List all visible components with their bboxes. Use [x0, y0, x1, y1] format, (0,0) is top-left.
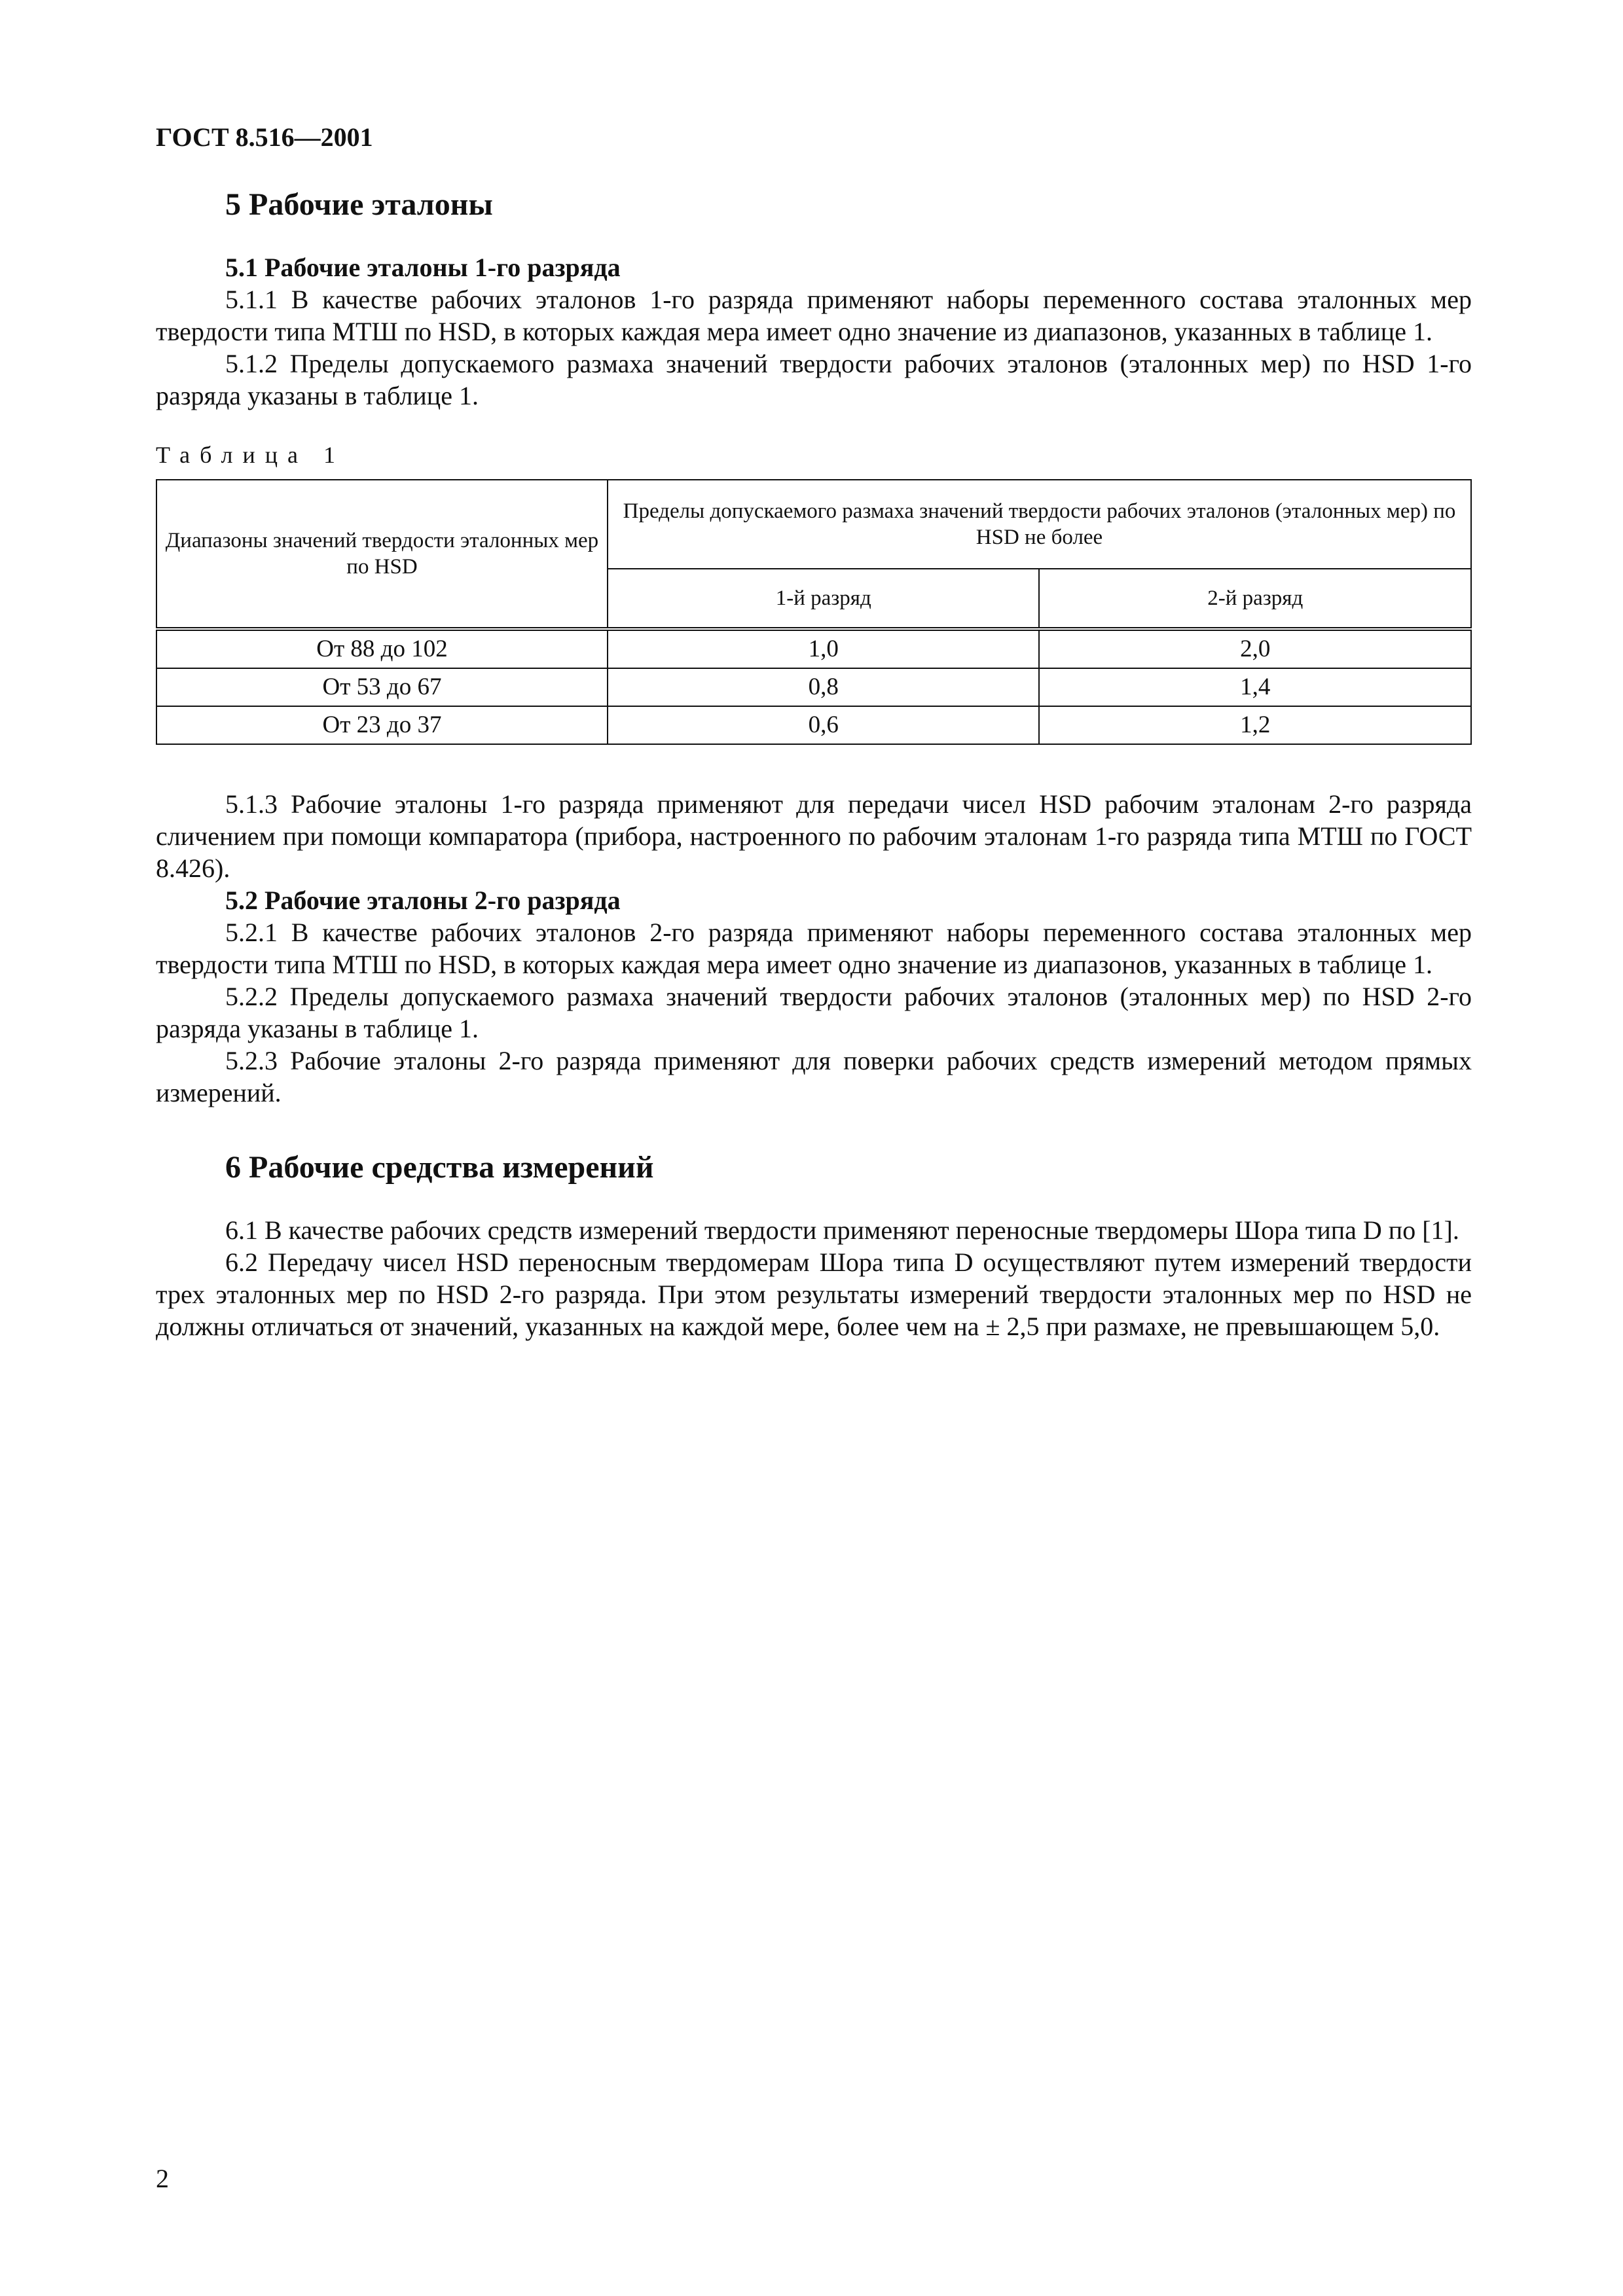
table-cell-grade-1: 0,6 [608, 706, 1039, 744]
subsection-5-2-title: 5.2 Рабочие эталоны 2-го разряда [225, 886, 621, 915]
table-cell-range: От 53 до 67 [156, 668, 608, 706]
table-header-limits: Пределы допускаемого размаха значений твердости рабочих эталонов (эталонных мер) по HSD не более [608, 480, 1471, 569]
table-caption: Таблица 1 [156, 442, 345, 468]
table-header-grade-1: 1-й разряд [608, 569, 1039, 629]
table-cell-grade-1: 0,8 [608, 668, 1039, 706]
table-row [156, 668, 1471, 706]
document-code: ГОСТ 8.516—2001 [156, 122, 373, 152]
paragraph-5-2-2: 5.2.2 Пределы допускаемого размаха значений твердости рабочих эталонов (эталонных мер) по HSD 2-го разряда указаны в таблице 1. [156, 982, 1472, 1043]
hardness-table [156, 479, 1472, 745]
table-row [156, 629, 1471, 668]
paragraph-5-1-1: 5.1.1 В качестве рабочих эталонов 1-го разряда применяют наборы переменного состава эталонных мер твердости типа МТШ по HSD, в которых каждая мера имеет одно значение из диапазонов, указанных в таблице 1. [156, 285, 1472, 346]
document-body [156, 187, 1472, 1342]
section-6-title: 6 Рабочие средства измерений [225, 1150, 654, 1185]
table-row [156, 706, 1471, 744]
table-cell-grade-1: 1,0 [608, 629, 1039, 668]
paragraph-5-1-2: 5.1.2 Пределы допускаемого размаха значений твердости рабочих эталонов (эталонных мер) по HSD 1-го разряда указаны в таблице 1. [156, 349, 1472, 410]
section-5-title: 5 Рабочие эталоны [225, 187, 493, 222]
paragraph-6-1: 6.1 В качестве рабочих средств измерений твердости применяют переносные твердомеры Шора типа D по [1]. [225, 1215, 1459, 1245]
table-cell-grade-2: 1,4 [1039, 668, 1471, 706]
table-cell-range: От 23 до 37 [156, 706, 608, 744]
table-header-ranges: Диапазоны значений твердости эталонных мер по HSD [156, 480, 608, 629]
table-cell-grade-2: 1,2 [1039, 706, 1471, 744]
paragraph-5-2-3: 5.2.3 Рабочие эталоны 2-го разряда применяют для поверки рабочих средств измерений методом прямых измерений. [156, 1046, 1472, 1107]
page-number: 2 [156, 2164, 169, 2193]
table-header-grade-2: 2-й разряд [1039, 569, 1471, 629]
paragraph-5-2-1: 5.2.1 В качестве рабочих эталонов 2-го разряда применяют наборы переменного состава эталонных мер твердости типа МТШ по HSD, в которых каждая мера имеет одно значение из диапазонов, указанных в таблице 1. [156, 918, 1472, 979]
paragraph-5-1-3: 5.1.3 Рабочие эталоны 1-го разряда применяют для передачи чисел HSD рабочим эталонам 2-го разряда сличением при помощи компаратора (прибора, настроенного по рабочим эталонам 1-го разряда типа МТШ по ГОСТ 8.426). [156, 789, 1472, 883]
subsection-5-1-title: 5.1 Рабочие эталоны 1-го разряда [225, 253, 621, 282]
table-cell-range: От 88 до 102 [156, 629, 608, 668]
paragraph-6-2: 6.2 Передачу чисел HSD переносным твердомерам Шора типа D осуществляют путем измерений твердости трех эталонных мер по HSD 2-го разряда. При этом результаты измерений твердости эталонных мер по HSD не должны отличаться от значений, указанных на каждой мере, более чем на ± 2,5 при размахе, не превышающем 5,0. [156, 1247, 1472, 1341]
table-cell-grade-2: 2,0 [1039, 629, 1471, 668]
